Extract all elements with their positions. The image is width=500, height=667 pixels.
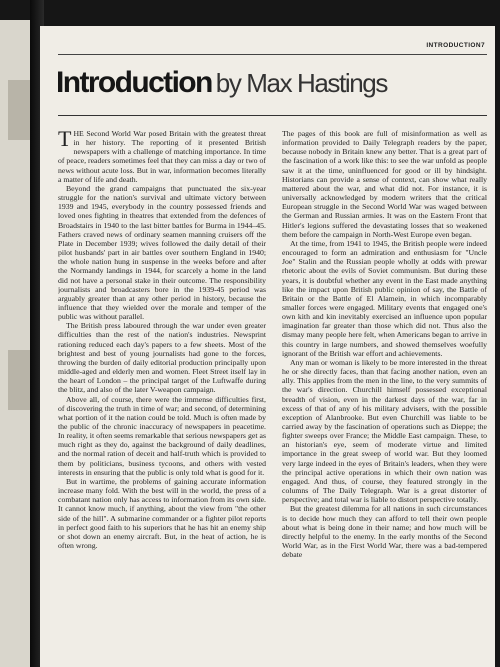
paragraph: But the greatest dilemma for all nations in such circumstances is to decide how much they can afford to tell their own people about what is being done in their name; and how much will be directly helpful to the enemy. In the early months of the Second World War, as in the First World War, there was a bad-tempered debate	[282, 504, 487, 560]
paragraph: The British press laboured through the war under even greater difficulties than the rest of the nation's industries. Newsprint rationing reduced each day's papers to a few sheets. Most of the brightest and best of young journalists had gone to the forces, throwing the burden of daily editorial production principally upon middle-aged and elderly men and women. Fleet Street itself lay in the heart of London – the principal target of the Luftwaffe during the blitz, and also of the later V-weapon campaign.	[58, 321, 266, 395]
title-rule	[58, 115, 487, 116]
paragraph: THE Second World War posed Britain with the greatest threat in her history. The reporting of it presented British newspapers with a challenge of matching importance. In time of peace, readers sometimes feel that they can miss a day or two of news without acute loss. But in war, information becomes literally a matter of life and death.	[58, 129, 266, 184]
column-right	[282, 129, 487, 657]
paragraph: Any man or woman is likely to be more interested in the threat he or she directly faces, than that facing another nation, even an ally. This applies from the men in the line, to the very summits of the war's direction. Churchill himself possessed exceptional breadth of vision, even in the darkest days of the war, far in excess of that of any of his military advisers, with the possible exception of Alanbrooke. But even Churchill was liable to be carried away by the fascination of operations such as Dieppe; the fighter sweeps over France; the Middle East campaign. These, to an historian's eye, seem of moderate virtue and limited importance in the great sweep of world war. But they loomed very large indeed in the eyes of Britain's leaders, when they were the principal active operations in which their own nation was engaged. And thus, of course, they featured strongly in the columns of The Daily Telegraph. War is a great distorter of perspective; and total war is liable to distort perspective totally.	[282, 357, 487, 505]
paragraph: At the time, from 1941 to 1945, the British people were indeed encouraged to form an admiration and enthusiasm for "Uncle Joe" Stalin and the Russian people wholly at odds with prewar rhetoric about the evils of Soviet communism. But during these years, it is doubtful whether any event in the East made anything like the impact upon British public opinion of say, the Battle of Britain or the Battle of El Alamein, in which incomparably smaller forces were engaged. Military events that engaged one's own kith and kin inevitably exercised an influence upon popular imagination far greater than those which did not. Thus also the dismay many people here felt, when Americans began to arrive in this country in large numbers, and showed themselves woefully ignorant of the British war effort and achievements.	[282, 238, 487, 358]
previous-page-edge	[0, 20, 32, 667]
running-head	[426, 42, 485, 49]
header-rule	[58, 54, 487, 55]
byline: by Max Hastings	[215, 68, 387, 98]
title-text: Introduction	[56, 66, 212, 99]
column-left	[58, 129, 266, 657]
document-page	[40, 26, 495, 667]
paragraph: Beyond the grand campaigns that punctuated the six-year struggle for the nation's survival and ultimate victory between 1939 and 1945, everybody in the country possessed friends and loved ones fighting in theatres that extended from the defences of Broadstairs in 1940 to the last bitter battles for Burma in 1944–45. Fathers craved news of ordinary seamen manning cruisers off the Plate in December 1939; wives followed the daily detail of their pilot husbands' part in air battles over southern England in 1940; the whole nation hung in suspense in the weeks before and after the Normandy landings in 1944, for scarcely a home in the land did not have a personal stake in their outcome. The responsibility journalists and broadcasters bore in the 1939-45 period was arguably greater than at any other period in history, because the influence that they wielded over the morale and temper of the public was without parallel.	[58, 183, 266, 322]
running-head-title: INTRODUCTION	[426, 42, 481, 49]
page-number: 7	[480, 42, 485, 49]
paragraph: But in wartime, the problems of gaining accurate information increase many fold. With the best will in the world, the press of a combatant nation only has access to information from its own side. It cannot know much, if anything, about the view from "the other side of the hill". A submarine commander or a fighter pilot reports in perfect good faith to his superiors that he has hit an enemy ship or shot down an enemy aircraft. But, in the heat of action, he is often wrong.	[58, 476, 266, 551]
paragraph: The pages of this book are full of misinformation as well as information provided to Daily Telegraph readers by the paper, because nobody in Britain knew any better. That is a great part of the fascination of a work like this: to see the war unfold as people saw it at the time, uninfluenced for good or ill by hindsight. Historians can provide a sense of context, can show what really mattered about the war, and what did not. For instance, it is universally acknowledged by modern writers that the critical European struggle in the Second World War was waged between the German and Russian armies. It was on the Eastern Front that Hitler's legions suffered the devastating losses that so weakened them before the campaign in North-West Europe even began.	[282, 129, 487, 239]
page-title	[56, 66, 387, 100]
paragraph: Above all, of course, there were the immense difficulties first, of discovering the truth in time of war; and second, of determining what portion of it the nation could be told. Much is often made by the public of the chronic inaccuracy of newspapers in peacetime. In reality, it often seems remarkable that serious newspapers get as much right as they do, against the background of daily deadlines, and the normal ration of deceit and half-truth which is provided to them by politicians, business tycoons, and others with vested interests in ensuring that the public is only told what is good for it.	[58, 394, 266, 477]
drop-cap: T	[58, 129, 72, 151]
